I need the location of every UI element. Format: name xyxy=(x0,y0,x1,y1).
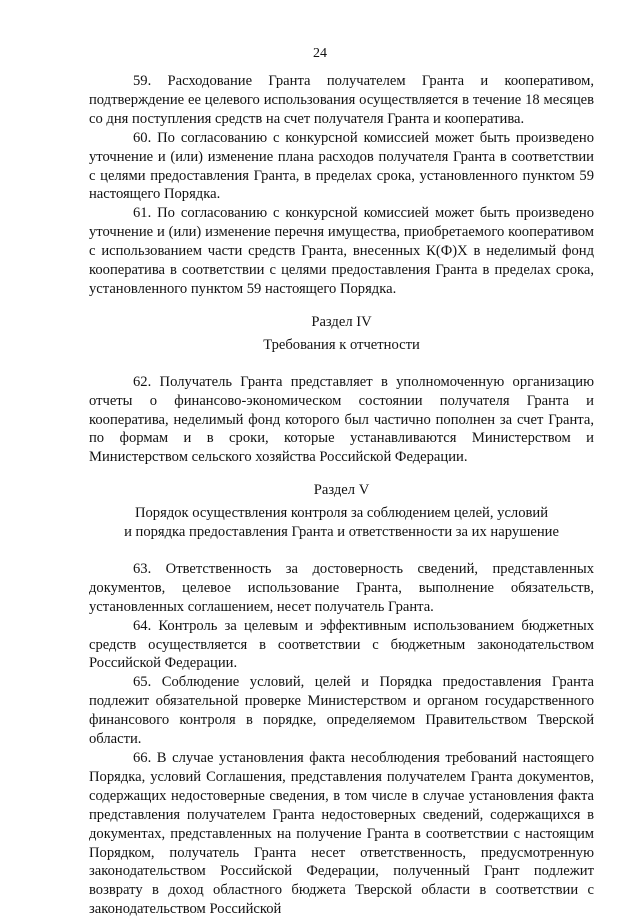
section-5-title-line-2: и порядка предоставления Гранта и ответственности за их нарушение xyxy=(124,524,559,541)
document-body xyxy=(89,72,594,919)
paragraph-65: 65. Соблюдение условий, целей и Порядка предоставления Гранта подлежит обязательной проверке Министерством и органом государственного финансового контроля в порядке, определяемом Правительством Тверской области. xyxy=(89,674,594,748)
paragraph-62: 62. Получатель Гранта представляет в уполномоченную организацию отчеты о финансово-экономическом состоянии получателя Гранта и кооператива, неделимый фонд которого был частично пополнен за счет Гранта, по формам и в сроки, которые устанавливаются Министерством и Министерством сельского хозяйства Российской Федерации. xyxy=(89,373,594,466)
page-number: 24 xyxy=(313,46,327,61)
section-5-label: Раздел V xyxy=(313,482,370,499)
paragraph-64: 64. Контроль за целевым и эффективным использованием бюджетных средств осуществляется в соответствии с бюджетным законодательством Российской Федерации. xyxy=(89,617,594,672)
paragraph-66: 66. В случае установления факта несоблюдения требований настоящего Порядка, условий Соглашения, представления получателем Гранта документов, содержащих недостоверные сведения, в том числе в случае установления факта представления получателем Гранта недостоверных сведений, содержащихся в документах, представленных на получение Гранта в соответствии с настоящим Порядком, получатель Гранта несет ответственность, предусмотренную законодательством Российской Федерации, полученный Грант подлежит возврату в доход областного бюджета Тверской области в соответствии с законодательством Российской xyxy=(89,750,594,918)
section-5-title-line-1: Порядок осуществления контроля за соблюдением целей, условий xyxy=(134,505,549,522)
section-4-label: Раздел IV xyxy=(311,313,372,330)
section-4-title: Требования к отчетности xyxy=(263,336,420,353)
paragraph-61: 61. По согласованию с конкурсной комиссией может быть произведено уточнение и (или) изменение перечня имущества, приобретаемого кооперативом с использованием части средств Гранта, внесенных К(Ф)Х в неделимый фонд кооператива в соответствии с целями предоставления Гранта в пределах срока, установленного пунктом 59 настоящего Порядка. xyxy=(89,205,594,297)
paragraph-60: 60. По согласованию с конкурсной комиссией может быть произведено уточнение и (или) изменение плана расходов получателя Гранта в соответствии с целями предоставления Гранта, в пределах срока, установленного пунктом 59 настоящего Порядка. xyxy=(89,129,594,203)
paragraph-63: 63. Ответственность за достоверность сведений, представленных документов, целевое использование Гранта, выполнение обязательств, установленных соглашением, несет получатель Гранта. xyxy=(89,560,594,615)
paragraph-59: 59. Расходование Гранта получателем Гранта и кооперативом, подтверждение ее целевого использования осуществляется в течение 18 месяцев со дня поступления средств на счет получателя Гранта и кооператива. xyxy=(89,73,594,127)
